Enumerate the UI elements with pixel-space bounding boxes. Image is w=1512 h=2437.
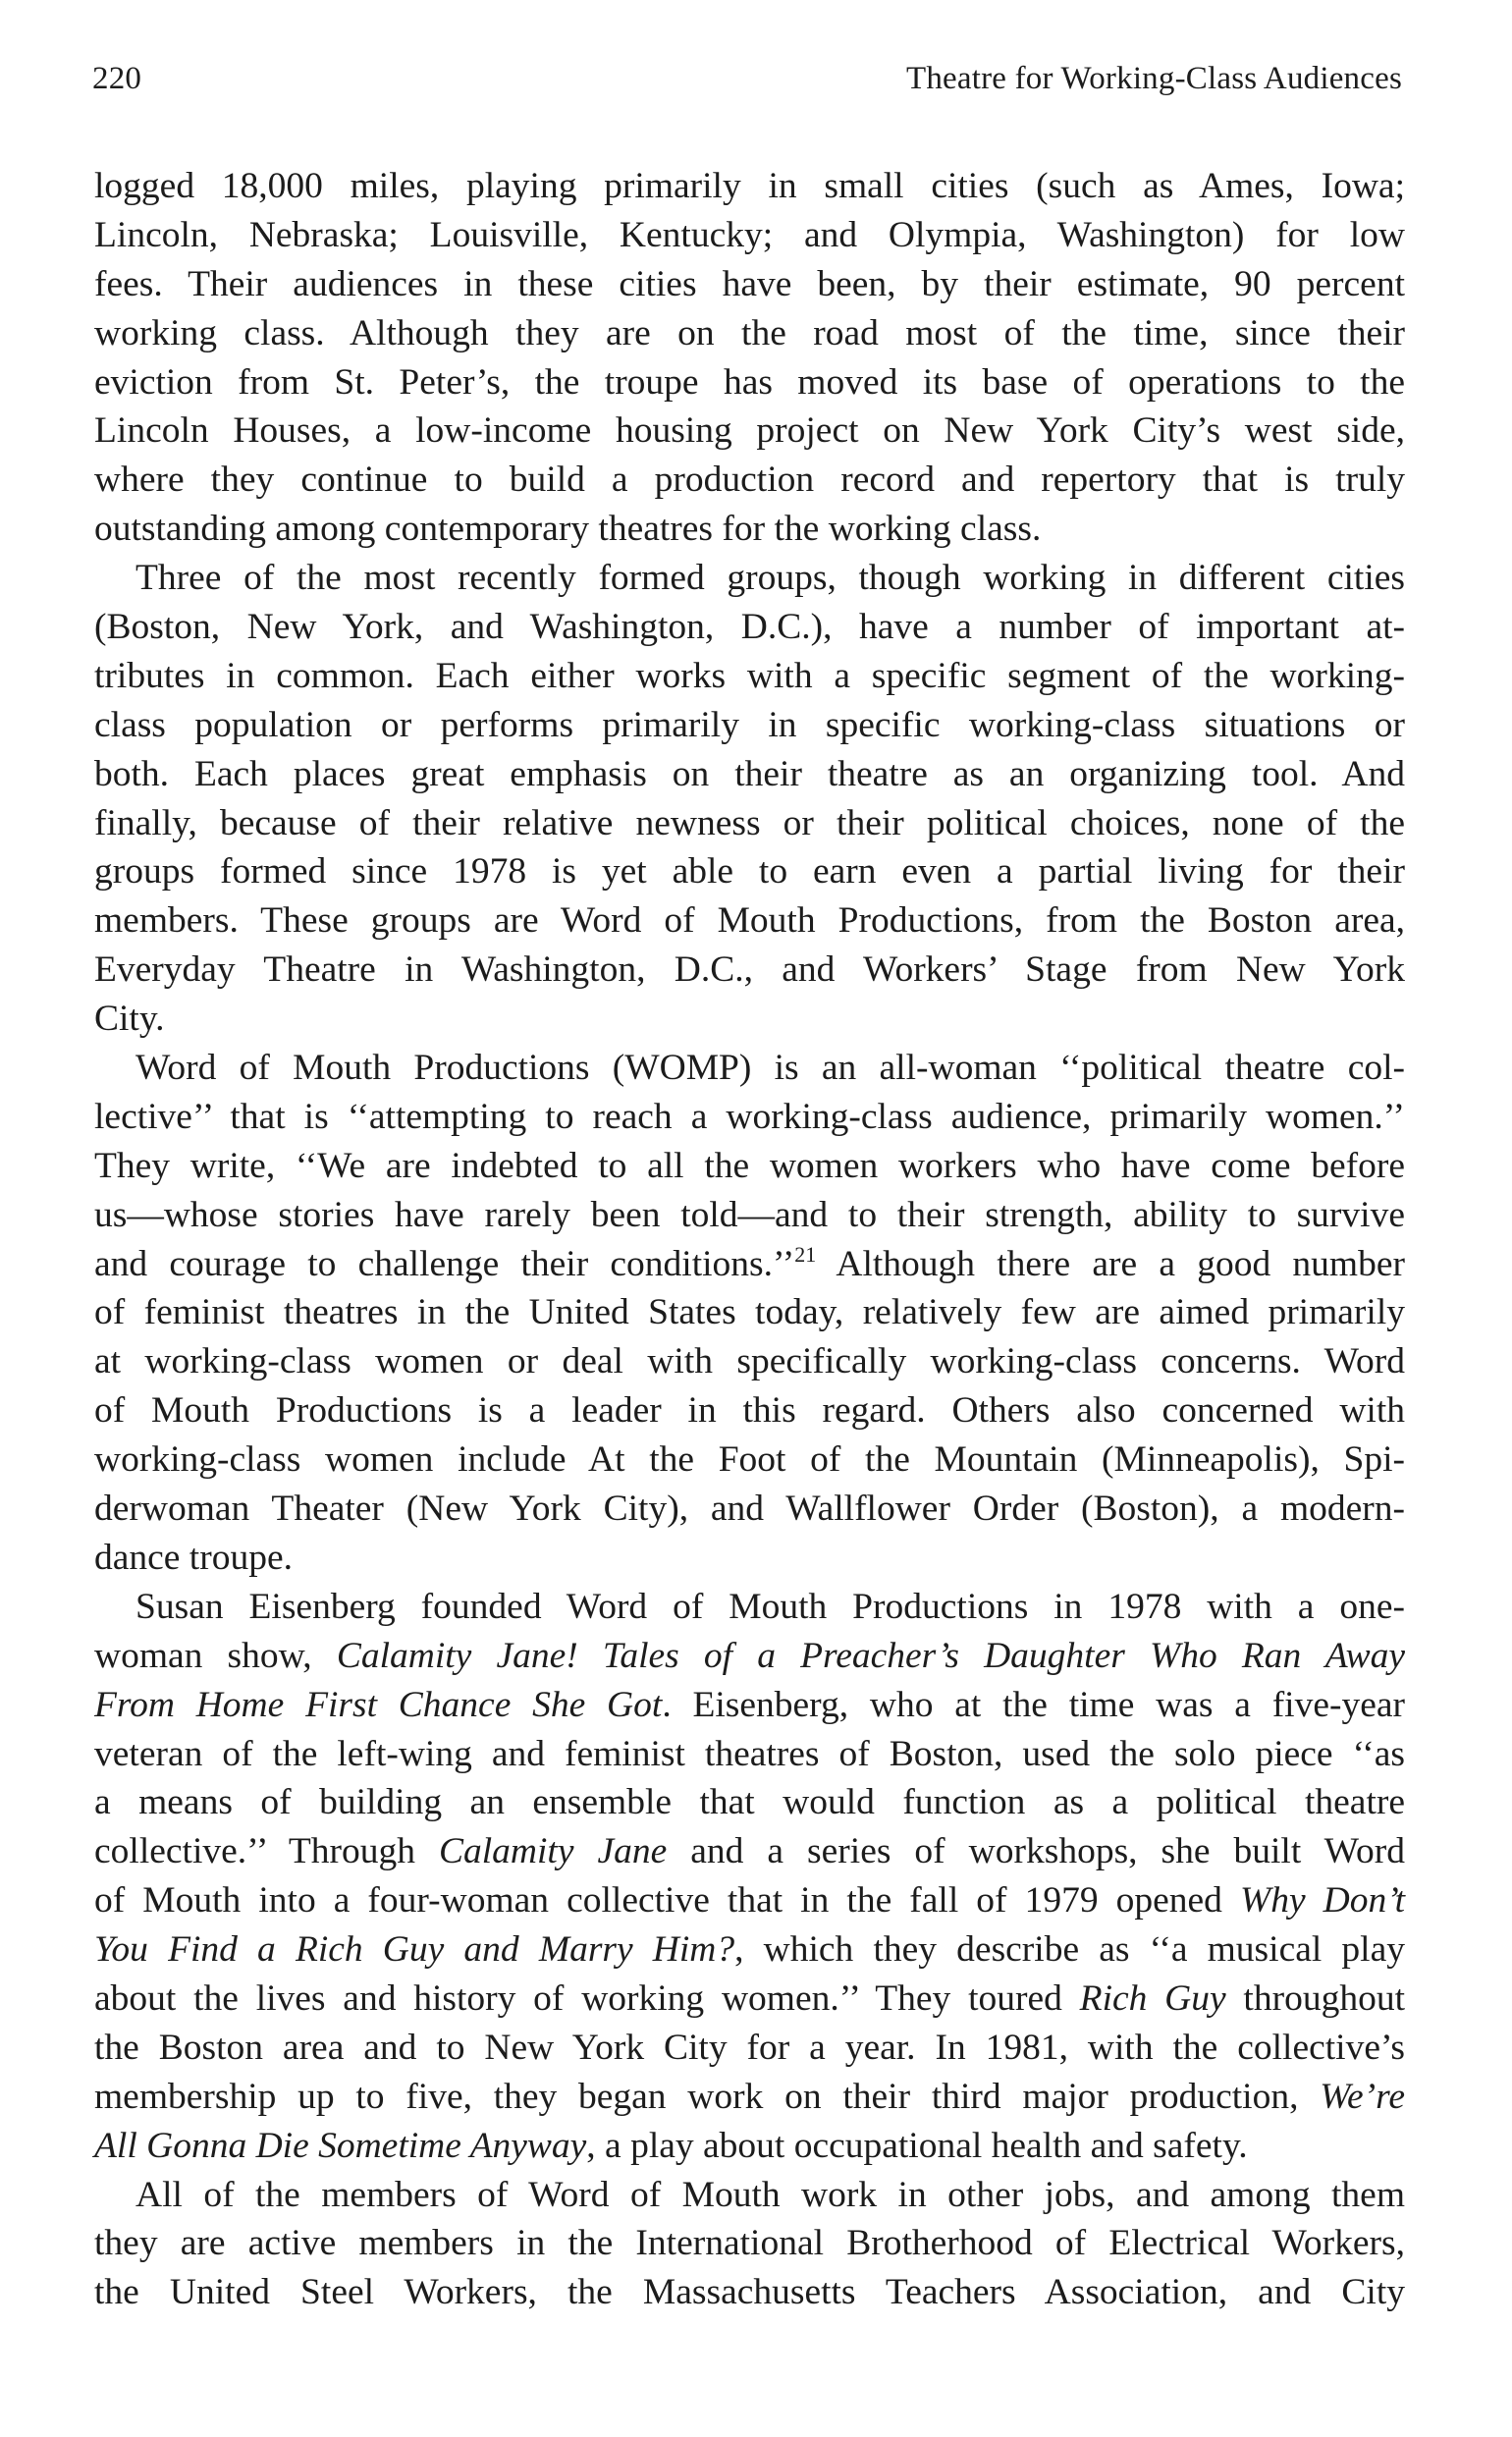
- work-title: You Find a Rich Guy and Marry Him?: [94, 1929, 735, 1971]
- text-line: logged 18,000 miles, playing primarily in small cities (such as Ames, Iowa;: [94, 166, 1405, 206]
- text-line: us—whose stories have rarely been told—and to their strength, ability to survive: [94, 1194, 1405, 1235]
- work-title: Calamity Jane! Tales of a Preacher’s Daughter Who Ran Away: [336, 1635, 1405, 1676]
- text-line: a means of building an ensemble that would function as a political theatre: [94, 1782, 1405, 1823]
- text-line: class population or performs primarily in specific working-class situations or: [94, 704, 1405, 745]
- text-line: members. These groups are Word of Mouth Productions, from the Boston area,: [94, 900, 1405, 942]
- text-line: they are active members in the International Brotherhood of Electrical Workers,: [94, 2223, 1405, 2264]
- text-line: working-class women include At the Foot of the Mountain (Minneapolis), Spi-: [94, 1439, 1405, 1481]
- text-line: derwoman Theater (New York City), and Wallflower Order (Boston), a modern-: [94, 1489, 1405, 1530]
- text-line: tributes in common. Each either works with a specific segment of the working-: [94, 655, 1405, 696]
- page-number: 220: [92, 61, 142, 96]
- text-line: They write, ‘‘We are indebted to all the women workers who have come before: [94, 1145, 1405, 1186]
- text-line: membership up to five, they began work on their third major production, We’re: [94, 2076, 1405, 2117]
- body-text: [94, 162, 1405, 2317]
- text-line: fees. Their audiences in these cities have been, by their estimate, 90 percent: [94, 263, 1405, 304]
- text-line: the Boston area and to New York City for a year. In 1981, with the collective’s: [94, 2027, 1405, 2068]
- text-line: of feminist theatres in the United States today, relatively few are aimed primarily: [94, 1292, 1405, 1333]
- work-title: From Home First Chance She Got: [94, 1684, 663, 1725]
- text-line: collective.’’ Through Calamity Jane and a series of workshops, she built Word: [94, 1831, 1405, 1872]
- text-line: working class. Although they are on the road most of the time, since their: [94, 312, 1405, 353]
- text-line: Word of Mouth Productions (WOMP) is an all-woman ‘‘political theatre col-: [135, 1048, 1405, 1089]
- text-line: Lincoln Houses, a low-income housing project on New York City’s west side,: [94, 410, 1405, 452]
- text-line: eviction from St. Peter’s, the troupe has moved its base of operations to the: [94, 361, 1405, 403]
- work-title: Calamity Jane: [439, 1831, 668, 1872]
- text-line: about the lives and history of working women.’’ They toured Rich Guy throughout: [94, 1977, 1405, 2019]
- text-line: All Gonna Die Sometime Anyway, a play about occupational health and safety.: [94, 2125, 1248, 2166]
- text-line: Everyday Theatre in Washington, D.C., and Workers’ Stage from New York: [94, 949, 1405, 991]
- work-title: All Gonna Die Sometime Anyway: [94, 2125, 587, 2166]
- text-line: City.: [94, 999, 165, 1040]
- work-title: We’re: [1320, 2076, 1405, 2117]
- work-title: Why Don’t: [1239, 1880, 1405, 1922]
- text-line: of Mouth Productions is a leader in this regard. Others also concerned with: [94, 1390, 1405, 1432]
- work-title: Rich Guy: [1079, 1977, 1226, 2019]
- text-line: Susan Eisenberg founded Word of Mouth Productions in 1978 with a one-: [135, 1586, 1405, 1627]
- text-line: and courage to challenge their conditions.’’$^{21}$ Although there are a good number: [94, 1241, 1405, 1284]
- text-line: where they continue to build a production record and repertory that is truly: [94, 460, 1405, 501]
- text-line: dance troupe.: [94, 1537, 293, 1578]
- text-line: at working-class women or deal with specifically working-class concerns. Word: [94, 1341, 1405, 1382]
- text-line: All of the members of Word of Mouth work in other jobs, and among them: [135, 2174, 1405, 2215]
- text-line: Three of the most recently formed groups, though working in different cities: [135, 558, 1405, 599]
- text-line: lective’’ that is ‘‘attempting to reach a working-class audience, primarily women.’’: [94, 1096, 1405, 1137]
- text-line: From Home First Chance She Got. Eisenberg, who at the time was a five-year: [94, 1684, 1406, 1725]
- running-title: Theatre for Working-Class Audiences: [905, 61, 1402, 96]
- text-line: (Boston, New York, and Washington, D.C.), have a number of important at-: [94, 607, 1405, 648]
- text-line: Lincoln, Nebraska; Louisville, Kentucky; and Olympia, Washington) for low: [94, 214, 1405, 255]
- running-head: [92, 61, 1402, 110]
- text-line: the United Steel Workers, the Massachusetts Teachers Association, and City: [94, 2272, 1405, 2313]
- text-line: veteran of the left-wing and feminist theatres of Boston, used the solo piece ‘‘as: [94, 1733, 1405, 1774]
- text-line: both. Each places great emphasis on their theatre as an organizing tool. And: [94, 753, 1405, 794]
- text-line: woman show, Calamity Jane! Tales of a Preacher’s Daughter Who Ran Away: [94, 1635, 1405, 1676]
- text-line: You Find a Rich Guy and Marry Him?, which they describe as ‘‘a musical play: [94, 1929, 1405, 1971]
- footnote-marker: 21: [794, 1241, 817, 1267]
- text-line: of Mouth into a four-woman collective that in the fall of 1979 opened Why Don’t: [94, 1880, 1405, 1922]
- text-line: outstanding among contemporary theatres for the working class.: [94, 509, 1042, 550]
- text-line: groups formed since 1978 is yet able to earn even a partial living for their: [94, 851, 1405, 893]
- text-line: finally, because of their relative newness or their political choices, none of the: [94, 802, 1405, 843]
